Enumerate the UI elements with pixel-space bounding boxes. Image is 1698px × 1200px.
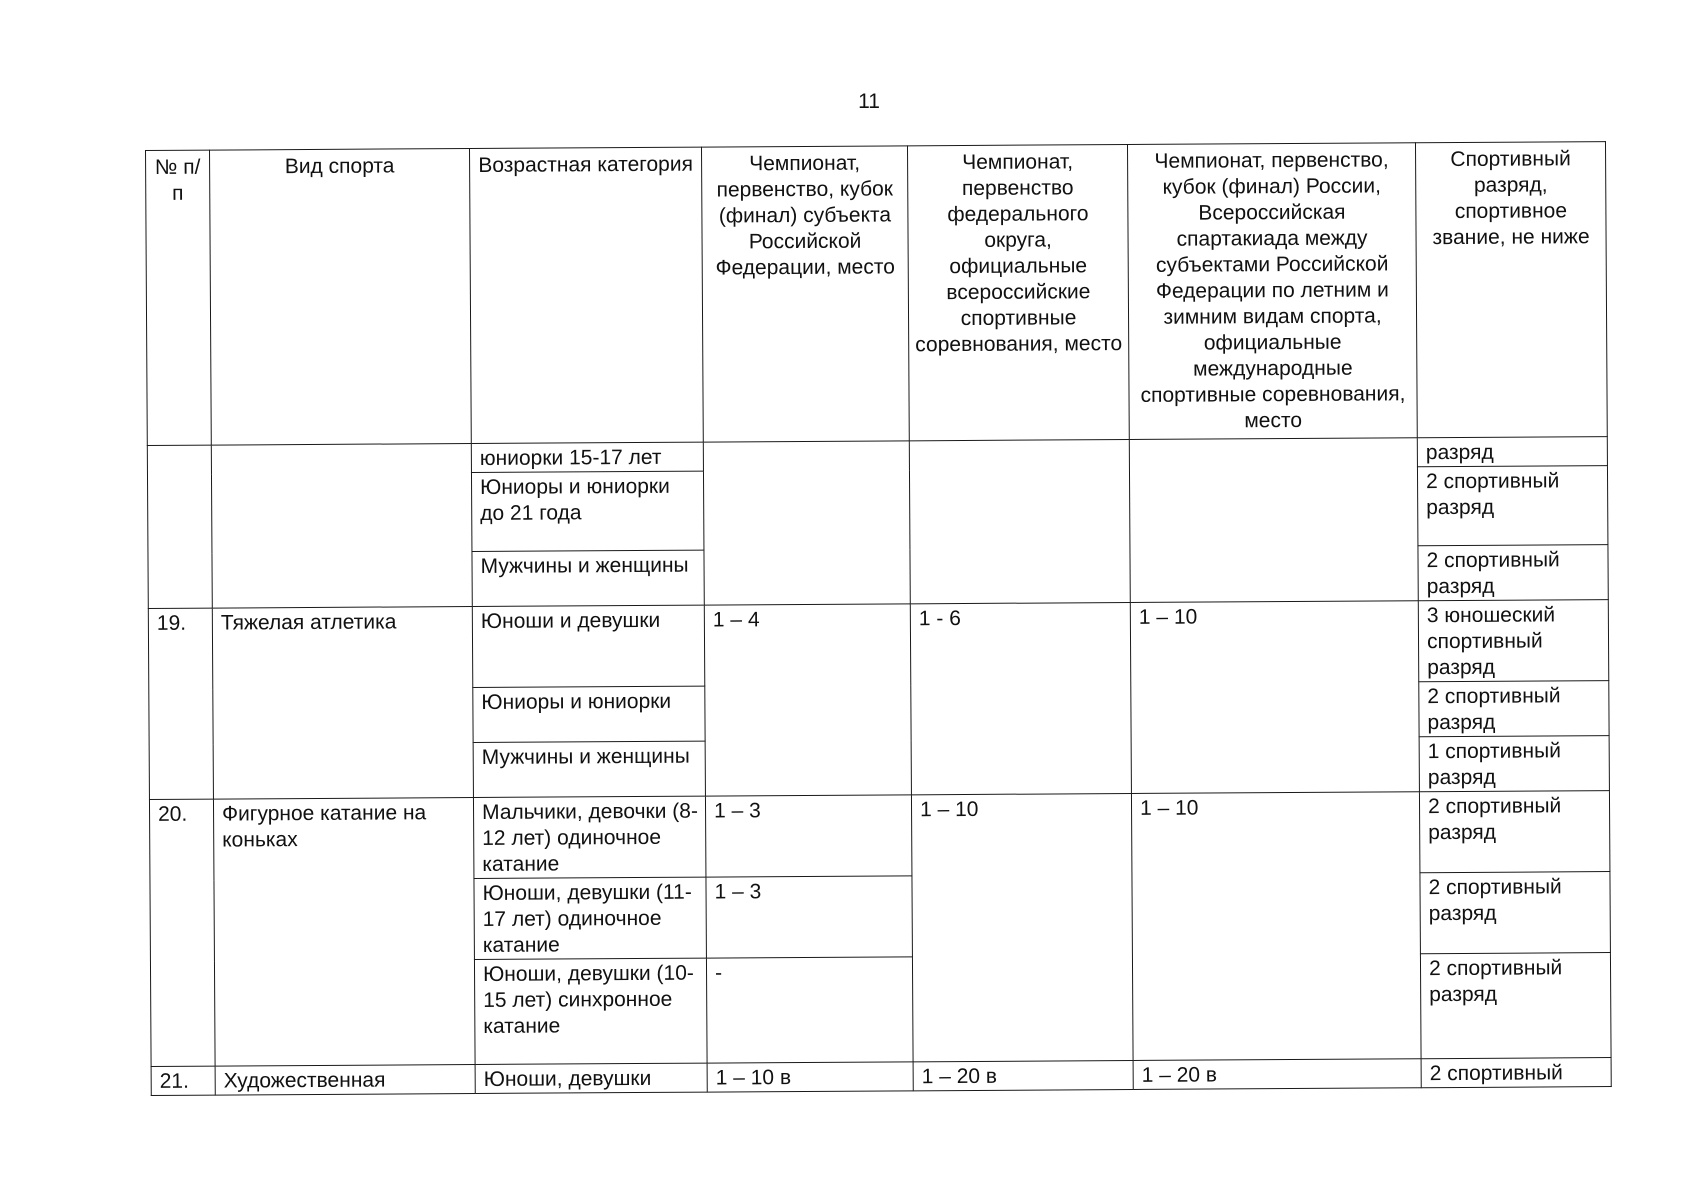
- cell-num: 19.: [148, 608, 213, 799]
- cell-federal: [909, 439, 1130, 603]
- cell-rank: 2 спортивный: [1421, 1058, 1611, 1088]
- cell-rank: 2 спортивный разряд: [1420, 953, 1611, 1059]
- cell-age: Юниоры и юниорки: [473, 686, 705, 742]
- header-row: [146, 142, 1608, 446]
- header-regional: Чемпионат, первенство, кубок (финал) субъекта Российской Федерации, место: [701, 146, 909, 442]
- cell-age: Мальчики, девочки (8-12 лет) одиночное катание: [473, 796, 705, 878]
- cell-num: 20.: [149, 799, 215, 1066]
- cell-rank: 2 спортивный разряд: [1420, 872, 1610, 954]
- cell-rank: 2 спортивный разряд: [1419, 791, 1609, 873]
- cell-num: 21.: [151, 1066, 215, 1095]
- cell-num: [147, 445, 212, 608]
- cell-national: 1 – 10: [1131, 792, 1421, 1061]
- table-row: [148, 600, 1608, 690]
- header-age-category: Возрастная категория: [469, 147, 703, 443]
- cell-rank: 1 спортивный разряд: [1419, 736, 1609, 792]
- header-national: Чемпионат, первенство, кубок (финал) России, Всероссийская спартакиада между субъектами Российской Федерации по летним и зимним видам спорта, официальные международные спортивные соревнования, место: [1127, 143, 1417, 440]
- cell-age: Юноши, девушки: [475, 1063, 707, 1093]
- cell-national: 1 – 10: [1130, 601, 1419, 794]
- cell-federal: 1 – 10: [911, 793, 1133, 1061]
- cell-regional: [703, 441, 910, 605]
- cell-national: [1129, 438, 1418, 603]
- cell-rank: 3 юношеский спортивный разряд: [1418, 600, 1608, 682]
- cell-regional: 1 – 4: [704, 604, 911, 796]
- cell-age: Юноши, девушки (10-15 лет) синхронное катание: [474, 958, 707, 1064]
- header-sport: Вид спорта: [210, 149, 472, 446]
- cell-regional: 1 – 10 в: [707, 1062, 913, 1092]
- cell-age: Мужчины и женщины: [473, 741, 705, 797]
- header-rank: Спортивный разряд, спортивное звание, не ниже: [1415, 142, 1607, 438]
- cell-age: Мужчины и женщины: [472, 550, 704, 606]
- sports-ranking-table: [145, 141, 1612, 1096]
- cell-regional: -: [706, 957, 913, 1063]
- page-number: 11: [858, 90, 880, 113]
- cell-rank: 2 спортивный разряд: [1418, 545, 1608, 601]
- table-row: [149, 791, 1609, 881]
- cell-age: Юноши, девушки (11-17 лет) одиночное катание: [474, 877, 706, 959]
- cell-sport: Тяжелая атлетика: [212, 607, 473, 800]
- header-federal: Чемпионат, первенство федерального округа, официальные всероссийские спортивные соревнования, место: [907, 144, 1129, 440]
- cell-federal: 1 - 6: [910, 602, 1131, 794]
- header-num: № п/п: [146, 150, 212, 445]
- cell-rank: разряд: [1417, 437, 1607, 467]
- cell-national: 1 – 20 в: [1133, 1059, 1421, 1090]
- cell-federal: 1 – 20 в: [913, 1060, 1133, 1090]
- cell-rank: 2 спортивный разряд: [1419, 681, 1609, 737]
- cell-age: юниорки 15-17 лет: [471, 442, 703, 472]
- cell-rank: 2 спортивный разряд: [1417, 466, 1607, 546]
- cell-regional: 1 – 3: [706, 876, 912, 958]
- cell-age: Юниоры и юниорки до 21 года: [471, 471, 703, 551]
- cell-sport: [211, 444, 472, 609]
- cell-sport: Художественная: [215, 1065, 475, 1096]
- cell-sport: Фигурное катание на коньках: [213, 798, 475, 1067]
- cell-age: Юноши и девушки: [472, 605, 704, 687]
- cell-regional: 1 – 3: [705, 795, 911, 877]
